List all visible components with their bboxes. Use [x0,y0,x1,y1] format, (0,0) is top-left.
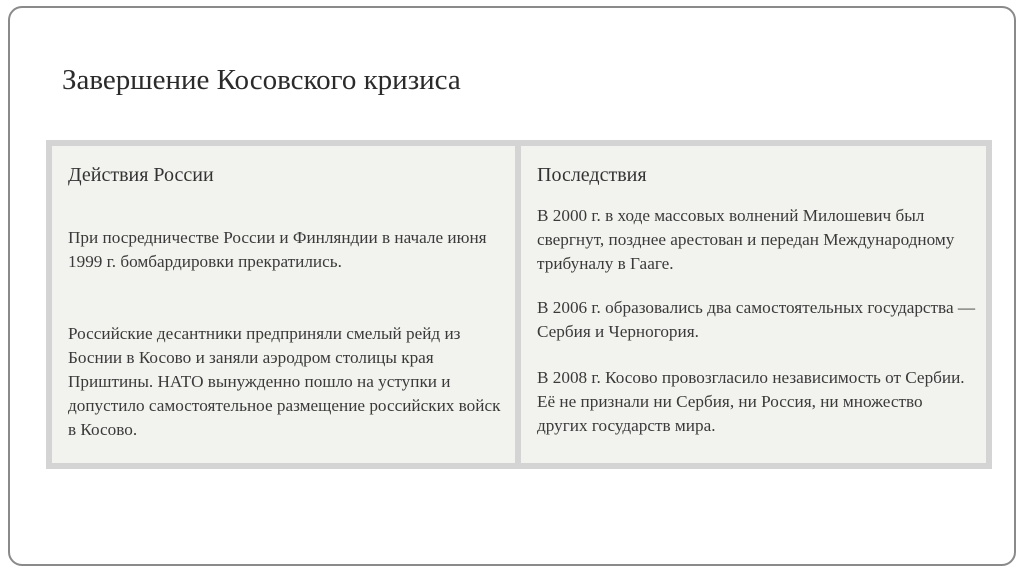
right-paragraph-3: В 2008 г. Косово провозгласило независимость от Сербии. Её не признали ни Сербия, ни Россия, ни множество других государств мира. [537,368,965,435]
left-paragraph-1: При посредничестве России и Финляндии в начале июня 1999 г. бомбардировки прекратились. [68,228,487,271]
left-panel-russia-actions [52,146,515,463]
right-panel-consequences [521,146,986,463]
left-paragraph-2: Российские десантники предприняли смелый рейд из Боснии в Косово и заняли аэродром столицы края Приштины. НАТО вынужденно пошло на уступки и допустило самостоятельное размещение российских войск в Косово. [68,324,501,439]
left-panel-heading: Действия России [68,164,214,186]
slide-title: Завершение Косовского кризиса [62,64,461,96]
content-table [46,140,992,469]
right-paragraph-2: В 2006 г. образовались два самостоятельных государства — Сербия и Черногория. [537,298,976,341]
slide-frame [8,6,1016,566]
right-paragraph-1: В 2000 г. в ходе массовых волнений Милошевич был свергнут, позднее арестован и передан Международному трибуналу в Гааге. [537,206,955,273]
right-panel-heading: Последствия [537,164,647,186]
